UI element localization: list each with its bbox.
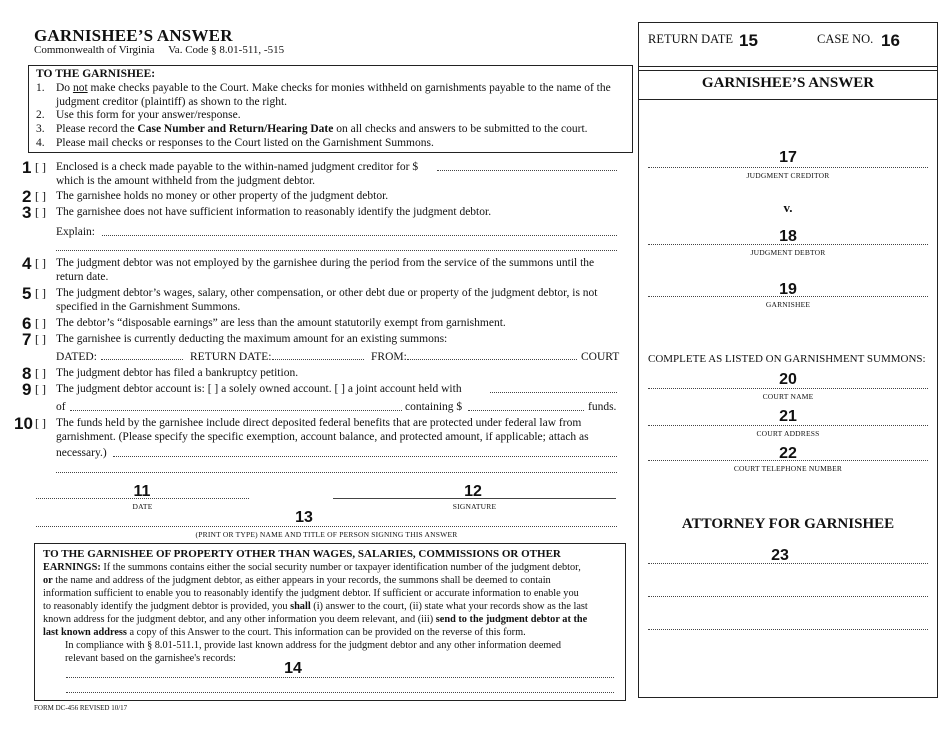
option-1-number: 1 [22,158,32,177]
attorney-field-1[interactable] [648,563,928,564]
address-number: 14 [284,660,302,677]
option-9-joint-field[interactable] [490,392,617,393]
versus: v. [783,200,793,215]
court-name-field[interactable] [648,388,928,389]
date-field[interactable] [36,498,249,499]
judgment-creditor-label: JUDGMENT CREDITOR [746,171,830,180]
date-label: DATE [132,502,153,511]
option-7-return-field[interactable] [272,359,364,360]
instruction-2: 2. Use this form for your answer/response. [36,109,241,121]
instruction-4: 4. Please mail checks or responses to the Court listed on the Garnishment Summons. [36,137,434,149]
attorney-number: 23 [771,547,789,564]
court-address-number: 21 [779,408,797,425]
option-6-text: The debtor’s “disposable earnings” are less than the amount statutorily exempt from garnishment. [56,317,506,329]
option-9-containing-field[interactable] [468,410,584,411]
option-1-text2: which is the amount withheld from the judgment debtor. [56,175,316,187]
right-heading: GARNISHEE’S ANSWER [701,75,875,91]
option-6-checkbox[interactable]: [ ] [35,316,46,330]
court-name-label: COURT NAME [762,392,814,401]
option-3-explain-field[interactable] [102,235,617,236]
option-8-text: The judgment debtor has filed a bankruptcy petition. [56,367,299,379]
attorney-field-2[interactable] [648,596,928,597]
option-3-text: The garnishee does not have sufficient information to reasonably identify the judgment debtor. [56,206,492,218]
option-10-text: The funds held by the garnishee include direct deposited federal benefits that are protected under federal law from garnishment. (Please specify the specific exemption, account balance, and protected amount, if applicable; attach as [56,417,589,443]
complete-as-listed: COMPLETE AS LISTED ON GARNISHMENT SUMMONS: [648,353,926,365]
option-9-text: The judgment debtor account is: [ ] a solely owned account. [ ] a joint account held with [56,383,462,395]
court-address-label: COURT ADDRESS [756,429,820,438]
court-address-field[interactable] [648,425,928,426]
garnishee-field[interactable] [648,296,928,297]
option-7-dated-field[interactable] [101,359,183,360]
judgment-creditor-number: 17 [779,149,797,166]
court-telephone-number: 22 [779,445,797,462]
option-3-number: 3 [22,203,32,222]
option-10-text2: necessary.) [56,447,107,459]
option-10-field[interactable] [113,456,617,457]
option-4-checkbox[interactable]: [ ] [35,256,46,270]
option-10-checkbox[interactable]: [ ] [35,416,46,430]
option-3-checkbox[interactable]: [ ] [35,205,46,219]
option-5-text: The judgment debtor’s wages, salary, other compensation, or other debt due or property of the judgment debtor, is not specified in the Garnishment Summons. [56,287,598,313]
option-1-text: Enclosed is a check made payable to the within-named judgment creditor for $ [56,161,419,173]
case-no-number: 16 [881,31,900,50]
other-property-text: TO THE GARNISHEE OF PROPERTY OTHER THAN WAGES, SALARIES, COMMISSIONS OR OTHER EARNINGS: If the summons contains either the social security number or taxpayer identification number of the judgment debtor, or the name and address of the judgment debtor, as either appears in your records, the summons shall be deemed to contain information sufficient to enable you to reasonably identify the judgment debtor. If sufficient or accurate information to enable you to reasonably identify the judgment debtor is provided, you shall (i) answer to the court, (ii) state what your records show as the last known address for the judgment debtor, and any other information you deem relevant, and (iii) send to the judgment debtor at the last known address a copy of this Answer to the court. This information can be provided on the reverse of this form. In compliance with § 8.01-511.1, provide last known address for the judgment debtor and any other information deemed relevant based on the garnishee's records: [43,548,588,664]
option-7-text: The garnishee is currently deducting the maximum amount for an existing summons: [56,333,448,345]
option-2-checkbox[interactable]: [ ] [35,189,46,203]
option-3-explain-field-2[interactable] [56,250,617,251]
option-9-containing-label: containing $ [405,401,463,413]
instructions-heading: TO THE GARNISHEE: [36,68,156,80]
signature-number: 12 [464,483,482,500]
judgment-debtor-number: 18 [779,228,797,245]
date-number: 11 [133,483,151,500]
signature-field[interactable] [333,498,616,499]
garnishee-number: 19 [779,281,797,298]
option-9-checkbox[interactable]: [ ] [35,382,46,396]
option-8-checkbox[interactable]: [ ] [35,366,46,380]
form-id: FORM DC-456 REVISED 10/17 [34,704,128,712]
name-title-label: (PRINT OR TYPE) NAME AND TITLE OF PERSON SIGNING THIS ANSWER [195,530,458,539]
option-7-number: 7 [22,330,32,349]
option-1-checkbox[interactable]: [ ] [35,160,46,174]
form-subtitle: Commonwealth of Virginia Va. Code § 8.01-511, -515 [34,44,285,56]
judgment-debtor-label: JUDGMENT DEBTOR [750,248,826,257]
address-field-1[interactable] [66,677,614,678]
option-7-from-field[interactable] [407,359,577,360]
return-date-number: 15 [739,31,758,50]
return-date-label: RETURN DATE [648,32,734,46]
option-9-number: 9 [22,380,32,399]
garnishee-label: GARNISHEE [765,300,811,309]
instruction-1: 1. Do not make checks payable to the Court. Make checks for monies withheld on garnishments payable to the name of the judgment creditor (plaintiff) as shown to the right. [36,82,611,108]
option-2-text: The garnishee holds no money or other property of the judgment debtor. [56,190,389,202]
name-title-number: 13 [295,509,313,526]
signature-label: SIGNATURE [452,502,497,511]
case-no-label: CASE NO. [817,32,874,46]
instruction-3: 3. Please record the Case Number and Return/Hearing Date on all checks and answers to be submitted to the court. [36,123,588,135]
option-2-number: 2 [22,187,32,206]
option-10-number: 10 [14,414,33,433]
option-4-number: 4 [22,254,32,273]
option-1-amount-field[interactable] [437,170,617,171]
judgment-debtor-field[interactable] [648,244,928,245]
right-divider-2 [638,70,938,71]
judgment-creditor-field[interactable] [648,167,928,168]
option-10-field-2[interactable] [56,472,617,473]
right-divider-3 [638,99,938,100]
option-9-funds-label: funds. [588,401,617,413]
option-7-dated-label: DATED: [56,351,97,363]
option-7-court-label: COURT [581,351,620,363]
option-8-number: 8 [22,364,32,383]
form-title: GARNISHEE’S ANSWER [34,26,233,45]
option-7-return-label: RETURN DATE: [190,351,272,363]
option-5-checkbox[interactable]: [ ] [35,286,46,300]
court-telephone-label: COURT TELEPHONE NUMBER [733,464,843,473]
address-field-2[interactable] [66,692,614,693]
option-5-number: 5 [22,284,32,303]
court-telephone-field[interactable] [648,460,928,461]
option-9-of-field[interactable] [70,410,402,411]
attorney-heading: ATTORNEY FOR GARNISHEE [681,516,895,532]
option-7-from-label: FROM: [371,351,407,363]
option-7-checkbox[interactable]: [ ] [35,332,46,346]
court-name-number: 20 [779,371,797,388]
attorney-field-3[interactable] [648,629,928,630]
option-6-number: 6 [22,314,32,333]
option-9-of-label: of [56,401,66,413]
option-3-explain-label: Explain: [56,226,95,238]
name-title-field[interactable] [36,526,617,527]
right-divider [638,66,938,67]
option-4-text: The judgment debtor was not employed by the garnishee during the period from the service of the summons until the return date. [56,257,595,283]
